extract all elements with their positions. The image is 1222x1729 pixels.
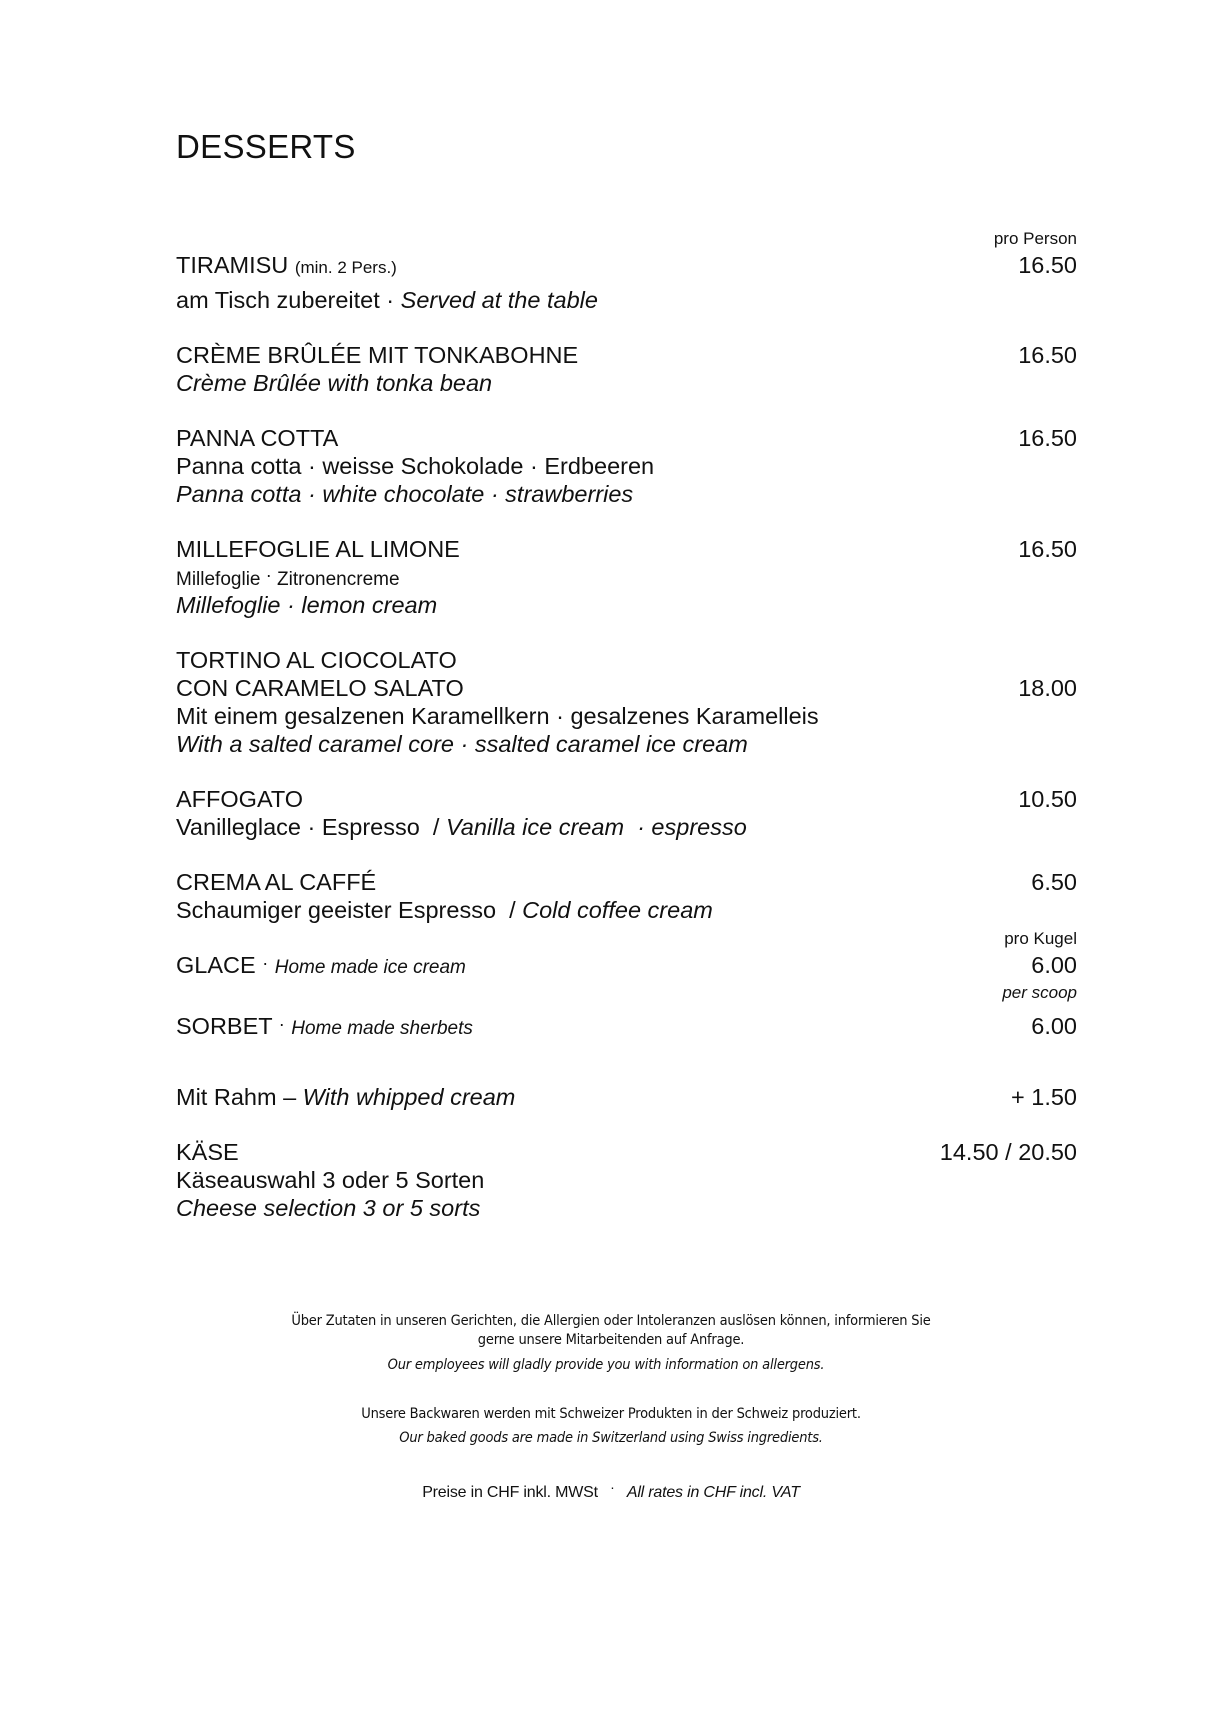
item-price: 6.00 bbox=[1031, 952, 1077, 978]
item-price: 16.50 bbox=[1018, 252, 1077, 278]
item-name: CON CARAMELO SALATO bbox=[176, 675, 464, 701]
menu-item-extra bbox=[176, 1083, 515, 1111]
bakery-note-de: Unsere Backwaren werden mit Schweizer Produkten in der Schweiz produziert. bbox=[361, 1406, 861, 1422]
item-name-note: (min. 2 Pers.) bbox=[294, 258, 397, 277]
page-title: DESSERTS bbox=[176, 128, 356, 165]
desc-de: Schaumiger geeister Espresso / bbox=[176, 897, 523, 923]
separator: · bbox=[265, 565, 272, 585]
allergen-note-de-line1: Über Zutaten in unseren Gerichten, die Allergien oder Intoleranzen auslösen können, informieren Sie bbox=[291, 1313, 931, 1329]
item-name: MILLEFOGLIE AL LIMONE bbox=[176, 536, 460, 562]
price-note-en: All rates in CHF incl. VAT bbox=[626, 1484, 800, 1501]
allergen-note-de-line2: gerne unsere Mitarbeitenden auf Anfrage. bbox=[477, 1332, 745, 1348]
desc-en: Home made ice cream bbox=[274, 957, 466, 978]
price-unit-label: pro Kugel bbox=[1004, 929, 1077, 948]
desc-en: Cheese selection 3 or 5 sorts bbox=[176, 1195, 481, 1221]
desc-en: With a salted caramel core · ssalted caramel ice cream bbox=[176, 731, 748, 757]
item-name: SORBET bbox=[176, 1013, 273, 1039]
price-unit-label: per scoop bbox=[1002, 983, 1077, 1002]
price-note-de: Preise in CHF inkl. MWSt bbox=[422, 1484, 598, 1501]
desc-en: Served at the table bbox=[400, 287, 598, 313]
desc-de: Mit einem gesalzenen Karamellkern · gesalzenes Karamelleis bbox=[176, 703, 819, 729]
menu-item-name bbox=[176, 251, 397, 282]
item-description bbox=[176, 896, 713, 924]
item-name: TIRAMISU bbox=[176, 252, 289, 278]
separator: · bbox=[610, 1479, 615, 1495]
item-price: 6.00 bbox=[1031, 1013, 1077, 1039]
item-description-de bbox=[176, 565, 400, 594]
separator: · bbox=[386, 287, 395, 313]
item-name: GLACE bbox=[176, 952, 256, 978]
item-price: + 1.50 bbox=[1011, 1084, 1077, 1110]
item-name: AFFOGATO bbox=[176, 786, 304, 812]
desc-en: Millefoglie · lemon cream bbox=[176, 592, 438, 618]
item-price: 16.50 bbox=[1018, 342, 1077, 368]
desc-en: Cold coffee cream bbox=[522, 897, 713, 923]
item-price: 6.50 bbox=[1031, 869, 1077, 895]
separator: · bbox=[278, 1014, 285, 1034]
desc-en: Crème Brûlée with tonka bean bbox=[176, 370, 493, 396]
item-name: CRÈME BRÛLÉE MIT TONKABOHNE bbox=[176, 342, 579, 368]
menu-item bbox=[176, 951, 466, 982]
desc-de: Vanilleglace · Espresso / bbox=[176, 814, 446, 840]
menu-item bbox=[176, 1012, 473, 1043]
bakery-note-en: Our baked goods are made in Switzerland using Swiss ingredients. bbox=[399, 1430, 823, 1446]
desc-en: Vanilla ice cream · espresso bbox=[445, 814, 747, 840]
item-price: 10.50 bbox=[1018, 786, 1077, 812]
desc-de: Millefoglie bbox=[176, 569, 261, 590]
item-price: 18.00 bbox=[1018, 675, 1077, 701]
separator: · bbox=[262, 953, 269, 973]
item-description bbox=[176, 813, 747, 841]
allergen-note-en: Our employees will gladly provide you with information on allergens. bbox=[387, 1357, 825, 1373]
desc-de: am Tisch zubereitet bbox=[176, 287, 380, 313]
item-name: TORTINO AL CIOCOLATO bbox=[176, 647, 457, 673]
price-note bbox=[0, 1479, 1222, 1502]
item-price: 14.50 / 20.50 bbox=[939, 1139, 1077, 1165]
extra-name-de: Mit Rahm – bbox=[176, 1084, 303, 1110]
item-description bbox=[176, 286, 598, 314]
item-price: 16.50 bbox=[1018, 425, 1077, 451]
desc-de: Panna cotta · weisse Schokolade · Erdbeeren bbox=[176, 453, 655, 479]
item-price: 16.50 bbox=[1018, 536, 1077, 562]
allergen-note-de bbox=[0, 1312, 1222, 1350]
desc-de: Zitronencreme bbox=[277, 569, 400, 590]
desc-de: Käseauswahl 3 oder 5 Sorten bbox=[176, 1167, 485, 1193]
extra-name-en: With whipped cream bbox=[302, 1084, 516, 1110]
item-name: CREMA AL CAFFÉ bbox=[176, 869, 377, 895]
price-unit-label: pro Person bbox=[993, 229, 1077, 248]
item-name: PANNA COTTA bbox=[176, 425, 339, 451]
desc-en: Panna cotta · white chocolate · strawberries bbox=[176, 481, 634, 507]
item-name: KÄSE bbox=[176, 1139, 239, 1165]
desc-en: Home made sherbets bbox=[291, 1018, 473, 1039]
